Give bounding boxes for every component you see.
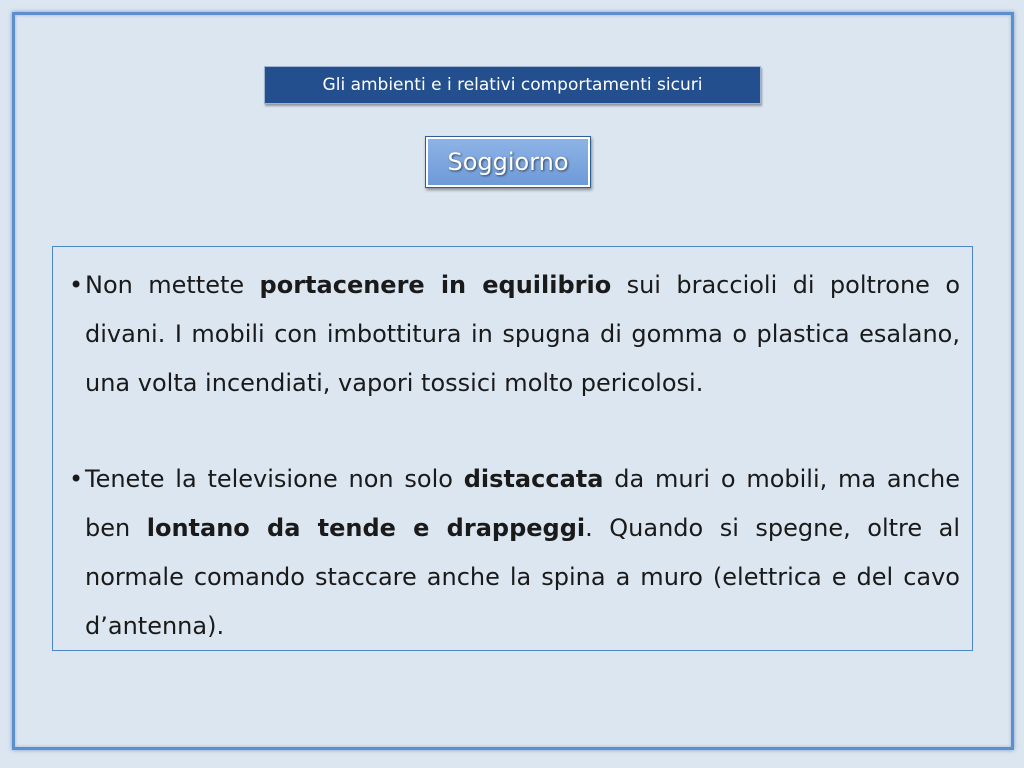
- bullet-text: sui braccioli di poltrone o divani. I mobili con imbottitura in spugna di gomma o plastica esalano, una volta incendiati, vapori tossici molto pericolosi.: [85, 271, 961, 397]
- content-box: [52, 246, 973, 651]
- bullet-item: [69, 261, 960, 408]
- slide-title: Gli ambienti e i relativi comportamenti sicuri: [264, 66, 761, 104]
- bullet-emphasis: portacenere in equilibrio: [259, 271, 612, 299]
- bullet-emphasis: distaccata: [463, 465, 604, 493]
- bullet-glyph: •: [69, 465, 84, 493]
- bullet-glyph: •: [69, 271, 84, 299]
- bullet-item: [69, 455, 960, 651]
- bullet-emphasis: lontano da tende e drappeggi: [146, 514, 586, 542]
- bullet-text: Non mettete: [85, 271, 260, 299]
- bullet-text: Tenete la televisione non solo: [85, 465, 464, 493]
- slide-subtitle: Soggiorno: [425, 136, 591, 188]
- bullet-text: da muri o mobili, ma anche ben: [85, 465, 960, 542]
- bullet-text: . Quando si spegne, oltre al normale comando staccare anche la spina a muro (elettrica e del cavo d’antenna).: [85, 514, 961, 640]
